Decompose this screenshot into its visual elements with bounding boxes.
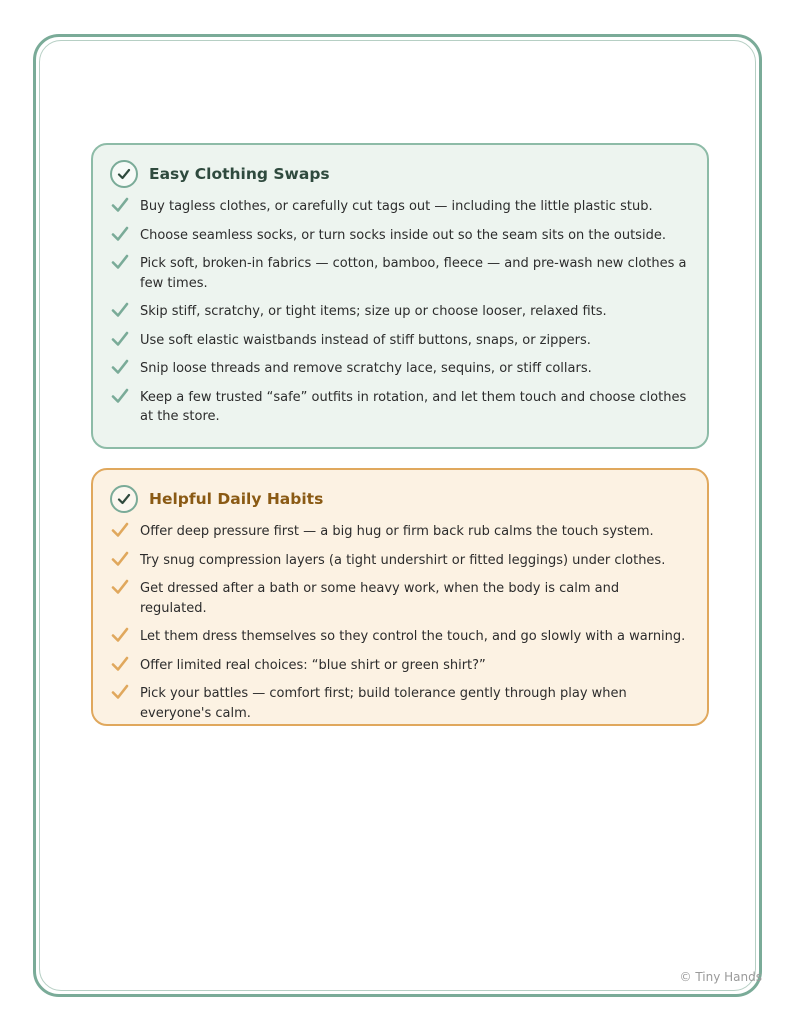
list-item	[110, 684, 689, 723]
check-icon	[110, 682, 130, 702]
list-item	[110, 226, 689, 246]
item-text: Try snug compression layers (a tight undershirt or fitted leggings) under clothes.	[140, 552, 666, 568]
check-circle-icon	[110, 160, 138, 188]
list-item	[110, 254, 689, 293]
list-item	[110, 331, 689, 351]
section-header	[110, 157, 689, 191]
check-icon	[110, 195, 130, 215]
item-text: Pick soft, broken-in fabrics — cotton, bamboo, fleece — and pre-wash new clothes a few times.	[140, 256, 687, 291]
check-icon	[110, 549, 130, 569]
item-text: Offer deep pressure first — a big hug or firm back rub calms the touch system.	[140, 524, 654, 539]
list-item	[110, 359, 689, 379]
section-title: Easy Clothing Swaps	[149, 165, 330, 183]
check-icon	[110, 252, 130, 272]
copyright-footer: © Tiny Hands	[679, 970, 762, 984]
item-text: Skip stiff, scratchy, or tight items; size up or choose looser, relaxed fits.	[140, 304, 607, 319]
section-title: Helpful Daily Habits	[149, 490, 324, 508]
list-item	[110, 197, 689, 217]
check-circle-icon	[110, 485, 138, 513]
item-text: Pick your battles — comfort first; build tolerance gently through play when everyone's calm.	[140, 686, 627, 721]
check-icon	[110, 329, 130, 349]
check-icon	[110, 386, 130, 406]
list-item	[110, 656, 689, 676]
section-header	[110, 482, 689, 516]
section-easy-clothing-swaps	[91, 143, 709, 449]
item-list	[110, 197, 689, 427]
list-item	[110, 388, 689, 427]
check-icon	[110, 300, 130, 320]
item-text: Use soft elastic waistbands instead of stiff buttons, snaps, or zippers.	[140, 332, 591, 348]
list-item	[110, 551, 689, 571]
check-icon	[110, 625, 130, 645]
check-icon	[110, 577, 130, 597]
item-text: Let them dress themselves so they control the touch, and go slowly with a warning.	[140, 629, 686, 644]
list-item	[110, 579, 689, 618]
item-text: Offer limited real choices: “blue shirt or green shirt?”	[140, 657, 486, 673]
item-text: Buy tagless clothes, or carefully cut tags out — including the little plastic stub.	[140, 199, 653, 214]
item-text: Snip loose threads and remove scratchy lace, sequins, or stiff collars.	[140, 361, 592, 376]
item-list	[110, 522, 689, 723]
item-text: Choose seamless socks, or turn socks inside out so the seam sits on the outside.	[140, 227, 666, 243]
item-text: Get dressed after a bath or some heavy work, when the body is calm and regulated.	[140, 581, 620, 616]
section-helpful-daily-habits	[91, 468, 709, 726]
list-item	[110, 302, 689, 322]
list-item	[110, 522, 689, 542]
item-text: Keep a few trusted “safe” outfits in rotation, and let them touch and choose clothes at the store.	[140, 389, 687, 424]
check-icon	[110, 357, 130, 377]
list-item	[110, 627, 689, 647]
check-icon	[110, 654, 130, 674]
check-icon	[110, 224, 130, 244]
check-icon	[110, 520, 130, 540]
